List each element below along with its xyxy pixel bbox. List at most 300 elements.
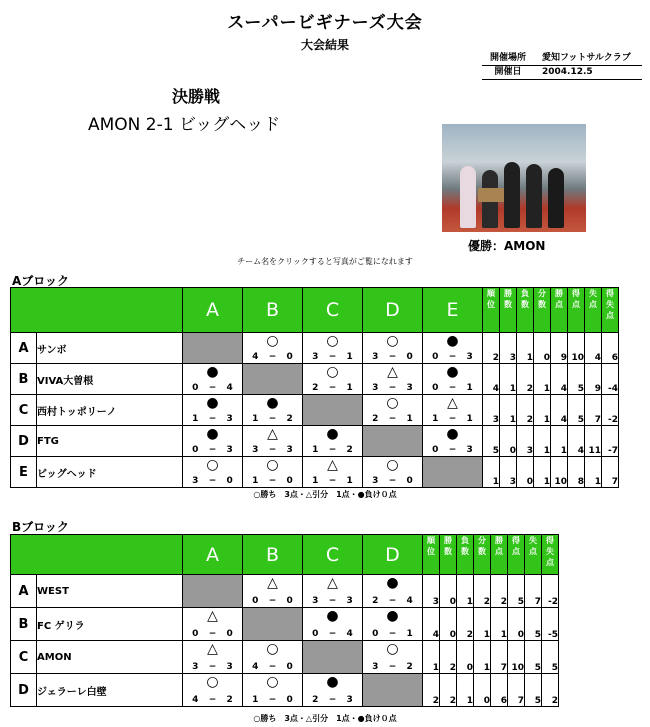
team-name-link[interactable]: FTG <box>37 426 183 457</box>
page-subtitle: 大会結果 <box>300 38 349 52</box>
stat-value: 1 <box>457 575 474 608</box>
match-result-cell <box>363 641 423 674</box>
stat-value: 1 <box>534 364 551 395</box>
row-letter: B <box>11 608 37 641</box>
stat-column-header: 順 位 <box>483 288 500 333</box>
match-result-cell <box>423 333 483 364</box>
event-info <box>482 52 642 80</box>
stat-value: 0 <box>440 608 457 641</box>
stat-value: 1 <box>585 457 602 488</box>
score-dash: − <box>328 445 337 455</box>
venue-row <box>482 52 642 66</box>
row-letter: B <box>11 364 37 395</box>
score-value: 3 <box>466 445 473 455</box>
match-result-cell <box>423 364 483 395</box>
match-result-cell <box>363 608 423 641</box>
stat-value: 1 <box>551 426 568 457</box>
score-value: 0 <box>286 476 293 486</box>
match-result-cell <box>303 364 363 395</box>
opponent-column-header: D <box>363 535 423 575</box>
opponent-column-header: A <box>183 288 243 333</box>
score-dash: − <box>448 383 457 393</box>
stat-value: 2 <box>440 641 457 674</box>
block-a-legend: ○勝ち 3点・△引分 1点・●負け０点 <box>253 490 397 499</box>
score-dash: − <box>388 476 397 486</box>
score-value: 1 <box>466 383 473 393</box>
venue-value: 愛知フットサルクラブ <box>542 53 631 63</box>
match-score <box>183 414 242 424</box>
score-dash: − <box>388 383 397 393</box>
team-name-link[interactable]: FC ゲリラ <box>37 608 183 641</box>
score-dash: − <box>268 445 277 455</box>
score-value: 0 <box>252 596 259 606</box>
score-value: 4 <box>226 383 233 393</box>
match-score <box>303 596 362 606</box>
self-match-cell <box>303 641 363 674</box>
stat-value: 9 <box>585 364 602 395</box>
block-b-table <box>10 534 559 707</box>
match-score <box>303 352 362 362</box>
score-value: 1 <box>252 695 259 705</box>
stat-column-header: 失 点 <box>585 288 602 333</box>
stat-value: 6 <box>491 674 508 707</box>
score-value: 3 <box>226 445 233 455</box>
match-result-cell <box>303 674 363 707</box>
match-result-cell <box>243 674 303 707</box>
score-dash: − <box>388 352 397 362</box>
match-score <box>303 695 362 705</box>
stat-column-header: 勝 点 <box>551 288 568 333</box>
stat-value: 1 <box>423 641 440 674</box>
match-score <box>183 383 242 393</box>
score-value: 4 <box>252 662 259 672</box>
match-score <box>423 414 482 424</box>
result-mark: ● <box>206 426 219 442</box>
match-score <box>363 629 422 639</box>
opponent-column-header: A <box>183 535 243 575</box>
stat-value: 11 <box>585 426 602 457</box>
score-dash: − <box>208 445 217 455</box>
row-letter: C <box>11 641 37 674</box>
row-letter: E <box>11 457 37 488</box>
stat-value: 2 <box>517 364 534 395</box>
opponent-column-header: E <box>423 288 483 333</box>
team-name-link[interactable]: ビッグヘッド <box>37 457 183 488</box>
result-mark: △ <box>387 364 398 380</box>
match-result-cell <box>423 395 483 426</box>
score-value: 0 <box>192 629 199 639</box>
score-dash: − <box>328 596 337 606</box>
stat-value: 4 <box>551 364 568 395</box>
stat-value: 5 <box>525 608 542 641</box>
header-row <box>11 535 559 575</box>
score-value: 1 <box>252 476 259 486</box>
date-row <box>482 66 642 80</box>
score-value: 1 <box>466 414 473 424</box>
opponent-column-header: D <box>363 288 423 333</box>
match-result-cell <box>423 426 483 457</box>
score-dash: − <box>268 476 277 486</box>
match-result-cell <box>363 575 423 608</box>
result-mark: ○ <box>266 674 279 690</box>
stat-value: 1 <box>534 395 551 426</box>
score-value: 0 <box>286 695 293 705</box>
stat-column-header: 分 数 <box>474 535 491 575</box>
match-score <box>243 662 302 672</box>
stat-value: 10 <box>508 641 525 674</box>
result-mark: ○ <box>266 333 279 349</box>
self-match-cell <box>243 364 303 395</box>
score-value: 3 <box>372 662 379 672</box>
match-result-cell <box>243 426 303 457</box>
stat-column-header: 順 位 <box>423 535 440 575</box>
match-score <box>183 445 242 455</box>
stat-column-header: 得 点 <box>568 288 585 333</box>
score-value: 2 <box>286 414 293 424</box>
score-value: 2 <box>226 695 233 705</box>
opponent-column-header: C <box>303 288 363 333</box>
score-dash: − <box>208 662 217 672</box>
stat-value: 4 <box>585 333 602 364</box>
stat-value: 1 <box>483 457 500 488</box>
stat-column-header: 負 数 <box>457 535 474 575</box>
score-value: 0 <box>312 629 319 639</box>
score-dash: − <box>268 596 277 606</box>
score-dash: − <box>448 445 457 455</box>
score-dash: − <box>268 695 277 705</box>
score-dash: − <box>208 629 217 639</box>
score-dash: − <box>328 695 337 705</box>
stat-value: 4 <box>483 364 500 395</box>
score-dash: − <box>448 352 457 362</box>
team-name-link[interactable]: WEST <box>37 575 183 608</box>
result-mark: ○ <box>206 457 219 473</box>
score-value: 3 <box>312 352 319 362</box>
result-mark: △ <box>327 457 338 473</box>
result-mark: ○ <box>206 674 219 690</box>
click-note: チーム名をクリックすると写真がご覧になれます <box>237 257 413 266</box>
score-value: 0 <box>192 445 199 455</box>
score-dash: − <box>208 383 217 393</box>
stat-value: 0 <box>517 457 534 488</box>
score-value: 4 <box>346 629 353 639</box>
block-a-label: Aブロック <box>12 274 70 288</box>
match-score <box>363 476 422 486</box>
score-value: 0 <box>432 352 439 362</box>
match-result-cell <box>303 457 363 488</box>
match-score <box>363 383 422 393</box>
header-blank <box>11 288 183 333</box>
match-result-cell <box>363 364 423 395</box>
stat-value: 5 <box>483 426 500 457</box>
score-value: 1 <box>346 383 353 393</box>
score-value: 3 <box>252 445 259 455</box>
table-row <box>11 364 619 395</box>
stat-value: 2 <box>440 674 457 707</box>
score-value: 4 <box>406 596 413 606</box>
stat-value: 8 <box>568 457 585 488</box>
score-value: 4 <box>192 695 199 705</box>
table-row <box>11 426 619 457</box>
match-score <box>183 695 242 705</box>
champion-photo <box>442 124 586 232</box>
result-mark: ● <box>386 608 399 624</box>
stat-value: 3 <box>483 395 500 426</box>
stat-value: -7 <box>602 426 619 457</box>
score-value: 2 <box>312 695 319 705</box>
score-value: 1 <box>432 414 439 424</box>
table-row <box>11 575 559 608</box>
match-score <box>243 352 302 362</box>
result-mark: ○ <box>326 333 339 349</box>
stat-value: 3 <box>500 457 517 488</box>
result-mark: ○ <box>386 641 399 657</box>
stat-value: 7 <box>491 641 508 674</box>
score-dash: − <box>208 695 217 705</box>
score-value: 2 <box>346 445 353 455</box>
score-value: 0 <box>432 383 439 393</box>
score-value: 3 <box>372 383 379 393</box>
stat-value: 5 <box>508 575 525 608</box>
match-score <box>363 662 422 672</box>
score-dash: − <box>328 476 337 486</box>
match-score <box>243 445 302 455</box>
score-dash: − <box>328 383 337 393</box>
stat-value: 1 <box>474 608 491 641</box>
score-dash: − <box>388 662 397 672</box>
match-result-cell <box>243 575 303 608</box>
stat-value: 6 <box>602 333 619 364</box>
stat-value: 10 <box>551 457 568 488</box>
result-mark: ● <box>326 674 339 690</box>
score-value: 3 <box>406 383 413 393</box>
header-blank <box>11 535 183 575</box>
score-value: 0 <box>406 476 413 486</box>
stat-value: 3 <box>517 426 534 457</box>
result-mark: ○ <box>266 457 279 473</box>
match-result-cell <box>363 457 423 488</box>
stat-value: 1 <box>474 641 491 674</box>
score-value: 1 <box>346 352 353 362</box>
score-value: 3 <box>372 352 379 362</box>
match-result-cell <box>303 575 363 608</box>
result-mark: △ <box>207 641 218 657</box>
stat-value: -4 <box>602 364 619 395</box>
team-name-link[interactable]: ジェラーレ白壁 <box>37 674 183 707</box>
stat-value: 7 <box>525 575 542 608</box>
match-result-cell <box>183 395 243 426</box>
row-letter: C <box>11 395 37 426</box>
stat-column-header: 失 点 <box>525 535 542 575</box>
stat-value: 0 <box>534 333 551 364</box>
match-score <box>243 414 302 424</box>
match-result-cell <box>183 608 243 641</box>
stat-value: 0 <box>500 426 517 457</box>
score-value: 3 <box>226 414 233 424</box>
stat-column-header: 分 数 <box>534 288 551 333</box>
block-b-legend: ○勝ち 3点・△引分 1点・●負け０点 <box>253 714 397 723</box>
match-score <box>363 596 422 606</box>
result-mark: △ <box>327 575 338 591</box>
opponent-column-header: B <box>243 288 303 333</box>
match-result-cell <box>243 641 303 674</box>
team-name-link[interactable]: AMON <box>37 641 183 674</box>
stat-column-header: 勝 数 <box>440 535 457 575</box>
self-match-cell <box>423 457 483 488</box>
team-name-link[interactable]: VIVA大曽根 <box>37 364 183 395</box>
stat-value: 0 <box>440 575 457 608</box>
match-result-cell <box>183 674 243 707</box>
stat-value: 0 <box>457 641 474 674</box>
team-name-link[interactable]: サンボ <box>37 333 183 364</box>
stat-value: -2 <box>602 395 619 426</box>
score-value: 0 <box>432 445 439 455</box>
self-match-cell <box>183 575 243 608</box>
score-value: 1 <box>346 476 353 486</box>
stat-value: 7 <box>602 457 619 488</box>
stat-value: 9 <box>551 333 568 364</box>
score-dash: − <box>268 352 277 362</box>
score-value: 3 <box>192 662 199 672</box>
stat-value: 3 <box>500 333 517 364</box>
stat-column-header: 得 点 <box>508 535 525 575</box>
match-score <box>303 445 362 455</box>
score-value: 4 <box>252 352 259 362</box>
page-title: スーパービギナーズ大会 <box>227 13 423 33</box>
score-value: 0 <box>372 629 379 639</box>
result-mark: ○ <box>386 333 399 349</box>
stat-value: 7 <box>585 395 602 426</box>
score-dash: − <box>268 662 277 672</box>
stat-value: -5 <box>542 608 559 641</box>
stat-value: 4 <box>423 608 440 641</box>
match-score <box>303 383 362 393</box>
stat-value: 1 <box>491 608 508 641</box>
match-score <box>243 476 302 486</box>
match-result-cell <box>243 395 303 426</box>
row-letter: A <box>11 575 37 608</box>
score-dash: − <box>208 476 217 486</box>
score-value: 0 <box>226 476 233 486</box>
stat-value: 2 <box>483 333 500 364</box>
result-mark: ● <box>206 364 219 380</box>
score-dash: − <box>388 414 397 424</box>
match-score <box>183 476 242 486</box>
stat-value: 7 <box>508 674 525 707</box>
opponent-column-header: C <box>303 535 363 575</box>
score-value: 3 <box>372 476 379 486</box>
stat-column-header: 勝 点 <box>491 535 508 575</box>
result-mark: △ <box>447 395 458 411</box>
score-value: 3 <box>346 596 353 606</box>
score-value: 1 <box>406 414 413 424</box>
final-heading: 決勝戦 <box>172 87 221 106</box>
match-score <box>363 414 422 424</box>
result-mark: ● <box>206 395 219 411</box>
result-mark: ○ <box>386 395 399 411</box>
table-row <box>11 674 559 707</box>
score-value: 2 <box>372 596 379 606</box>
table-row <box>11 457 619 488</box>
match-score <box>303 629 362 639</box>
result-mark: ○ <box>326 364 339 380</box>
match-result-cell <box>183 364 243 395</box>
result-mark: ○ <box>386 457 399 473</box>
score-value: 0 <box>192 383 199 393</box>
match-score <box>363 352 422 362</box>
block-b-label: Bブロック <box>12 520 69 534</box>
stat-value: 1 <box>534 426 551 457</box>
result-mark: △ <box>267 426 278 442</box>
self-match-cell <box>303 395 363 426</box>
stat-value: 3 <box>423 575 440 608</box>
stat-value: 2 <box>474 575 491 608</box>
block-a-table <box>10 287 619 488</box>
stat-value: 5 <box>525 641 542 674</box>
score-value: 1 <box>252 414 259 424</box>
stat-value: 2 <box>491 575 508 608</box>
match-result-cell <box>363 333 423 364</box>
opponent-column-header: B <box>243 535 303 575</box>
score-value: 0 <box>286 662 293 672</box>
score-value: 0 <box>406 352 413 362</box>
team-name-link[interactable]: 西村トッポリーノ <box>37 395 183 426</box>
result-mark: ● <box>446 426 459 442</box>
score-value: 3 <box>286 445 293 455</box>
stat-value: 0 <box>508 608 525 641</box>
result-mark: △ <box>267 575 278 591</box>
result-mark: ○ <box>266 641 279 657</box>
match-score <box>423 445 482 455</box>
score-value: 3 <box>466 352 473 362</box>
score-dash: − <box>448 414 457 424</box>
stat-value: 2 <box>423 674 440 707</box>
stat-value: 5 <box>568 395 585 426</box>
table-row <box>11 641 559 674</box>
score-dash: − <box>208 414 217 424</box>
match-result-cell <box>303 426 363 457</box>
score-dash: − <box>268 414 277 424</box>
stat-value: 4 <box>568 426 585 457</box>
champion-caption: 優勝：AMON <box>468 239 546 253</box>
self-match-cell <box>183 333 243 364</box>
match-score <box>243 695 302 705</box>
table-row <box>11 608 559 641</box>
match-score <box>183 629 242 639</box>
score-value: 3 <box>192 476 199 486</box>
self-match-cell <box>363 674 423 707</box>
match-result-cell <box>303 333 363 364</box>
result-mark: ● <box>386 575 399 591</box>
table-row <box>11 333 619 364</box>
stat-value: 1 <box>534 457 551 488</box>
score-value: 2 <box>406 662 413 672</box>
score-value: 0 <box>286 352 293 362</box>
stat-column-header: 勝 数 <box>500 288 517 333</box>
stat-value: 1 <box>457 674 474 707</box>
score-value: 3 <box>346 695 353 705</box>
stat-value: -2 <box>542 575 559 608</box>
score-value: 2 <box>372 414 379 424</box>
result-mark: ● <box>266 395 279 411</box>
row-letter: A <box>11 333 37 364</box>
stat-column-header: 負 数 <box>517 288 534 333</box>
score-value: 3 <box>226 662 233 672</box>
row-letter: D <box>11 674 37 707</box>
self-match-cell <box>243 608 303 641</box>
score-dash: − <box>328 352 337 362</box>
score-dash: − <box>328 629 337 639</box>
